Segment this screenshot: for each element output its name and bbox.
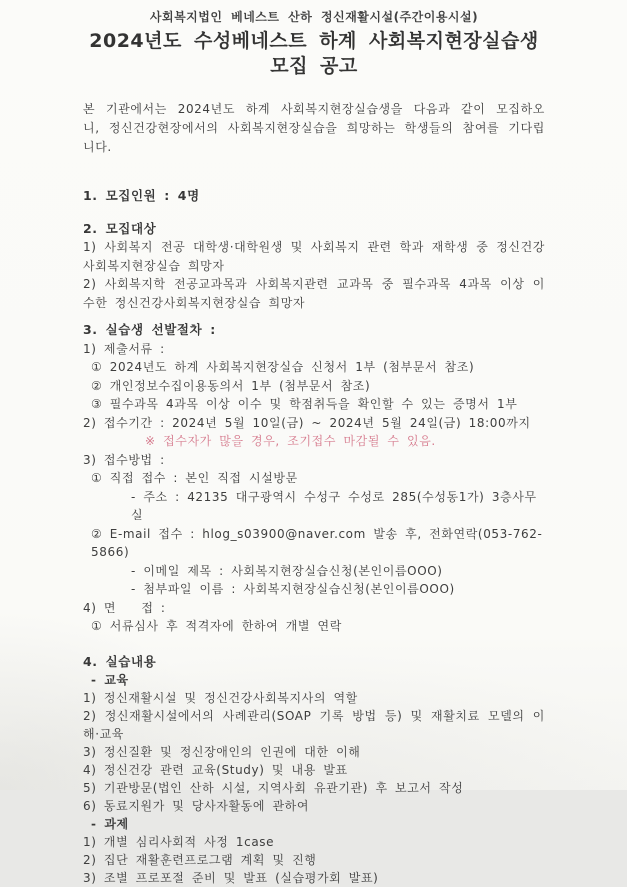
method-email: ② E-mail 접수 : hlog_s03900@naver.com 발송 후, 전화연락(053-762-5866) xyxy=(83,525,545,562)
target-item: 2) 사회복지학 전공교과목과 사회복지관련 교과목 중 필수과목 4과목 이상 이수한 정신건강사회복지현장실습 희망자 xyxy=(83,275,545,312)
method-email-subject: - 이메일 제목 : 사회복지현장실습신청(본인이름OOO) xyxy=(83,562,545,581)
task-item: 2) 집단 재활훈련프로그램 계획 및 진행 xyxy=(83,851,545,869)
education-label: - 교육 xyxy=(83,671,545,689)
early-closing-note: ※ 접수자가 많을 경우, 조기접수 마감될 수 있음. xyxy=(83,432,545,451)
method-label: 3) 접수방법 : xyxy=(83,451,545,470)
method-direct-address: - 주소 : 42135 대구광역시 수성구 수성로 285(수성동1가) 3층사무실 xyxy=(83,488,545,525)
education-item: 4) 정신건강 관련 교육(Study) 및 내용 발표 xyxy=(83,761,545,779)
task-item: 3) 조별 프로포절 준비 및 발표 (실습평가회 발표) xyxy=(83,869,545,887)
task-item: 1) 개별 심리사회적 사정 1case xyxy=(83,833,545,851)
education-item: 3) 정신질환 및 정신장애인의 인권에 대한 이해 xyxy=(83,743,545,761)
method-email-filename: - 첨부파일 이름 : 사회복지현장실습신청(본인이름OOO) xyxy=(83,580,545,599)
education-item: 5) 기관방문(법인 산하 시설, 지역사회 유관기관) 후 보고서 작성 xyxy=(83,779,545,797)
target-item: 1) 사회복지 전공 대학생·대학원생 및 사회복지 관련 학과 재학생 중 정신건강사회복지현장실습 희망자 xyxy=(83,238,545,275)
submit-doc-item: ③ 필수과목 4과목 이상 이수 및 학점취득을 확인할 수 있는 증명서 1부 xyxy=(83,395,545,414)
education-item: 1) 정신재활시설 및 정신건강사회복지사의 역할 xyxy=(83,689,545,707)
interview-label: 4) 면 접 : xyxy=(83,599,545,618)
section-selection-process xyxy=(83,321,545,636)
application-period: 2) 접수기간 : 2024년 5월 10일(금) ~ 2024년 5월 24일(금) 18:00까지 xyxy=(83,414,545,433)
section1-heading: 1. 모집인원 : 4명 xyxy=(83,187,545,206)
interview-note: ① 서류심사 후 적격자에 한하여 개별 연락 xyxy=(83,617,545,636)
section-training-content xyxy=(83,653,545,887)
organization-line: 사회복지법인 베네스트 산하 정신재활시설(주간이용시설) xyxy=(83,8,545,27)
task-label: - 과제 xyxy=(83,815,545,833)
page-title: 2024년도 수성베네스트 하계 사회복지현장실습생 모집 공고 xyxy=(83,29,545,79)
education-item: 6) 동료지원가 및 당사자활동에 관하여 xyxy=(83,797,545,815)
submit-doc-item: ② 개인정보수집이용동의서 1부 (첨부문서 참조) xyxy=(83,377,545,396)
submit-docs-label: 1) 제출서류 : xyxy=(83,340,545,359)
section-recruit-target xyxy=(83,220,545,313)
section2-heading: 2. 모집대상 xyxy=(83,220,545,239)
method-direct: ① 직접 접수 : 본인 직접 시설방문 xyxy=(83,469,545,488)
section4-heading: 4. 실습내용 xyxy=(83,653,545,672)
section3-heading: 3. 실습생 선발절차 : xyxy=(83,321,545,340)
submit-doc-item: ① 2024년도 하계 사회복지현장실습 신청서 1부 (첨부문서 참조) xyxy=(83,358,545,377)
intro-paragraph: 본 기관에서는 2024년도 하계 사회복지현장실습생을 다음과 같이 모집하오니, 정신건강현장에서의 사회복지현장실습을 희망하는 학생들의 참여를 기다립니다. xyxy=(83,100,545,157)
section-recruit-count xyxy=(83,187,545,206)
education-item: 2) 정신재활시설에서의 사례관리(SOAP 기록 방법 등) 및 재활치료 모델의 이해·교육 xyxy=(83,707,545,743)
